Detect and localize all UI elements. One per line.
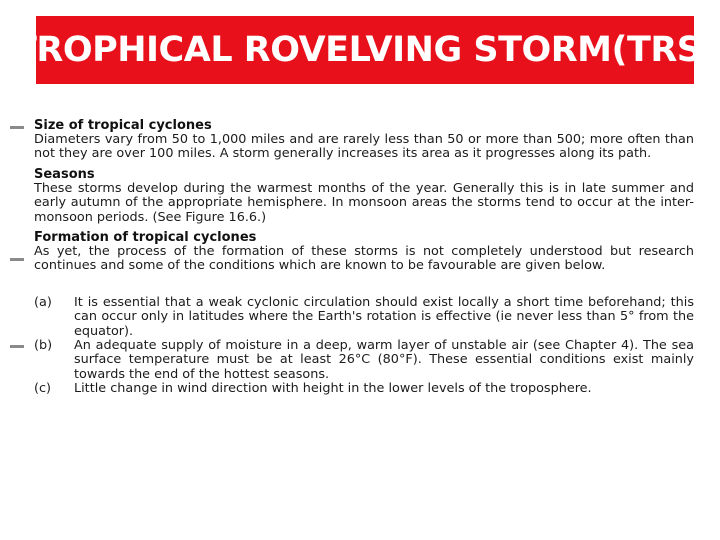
seasons-heading: Seasons — [34, 166, 95, 182]
condition-marker: (c) — [34, 381, 52, 397]
scan-margin-mark — [10, 126, 24, 129]
condition-text: It is essential that a weak cyclonic circulation should exist locally a short time beforehand; this can occur only in latitudes where the Earth's rotation is effective (ie never less than 5° from the equator). — [74, 294, 694, 339]
slide-title-banner — [13, 16, 718, 84]
scanned-textbook-page — [34, 118, 694, 397]
scan-margin-mark — [10, 345, 24, 348]
condition-item — [34, 296, 694, 339]
condition-marker: (a) — [34, 294, 52, 310]
condition-item — [34, 382, 694, 396]
condition-text: An adequate supply of moisture in a deep, warm layer of unstable air (see Chapter 4). The sea surface temperature must be at least 26°C (80°F). These essential conditions exist mainly towards the end of the hottest seasons. — [74, 338, 694, 382]
size-paragraph: Diameters vary from 50 to 1,000 miles and are rarely less than 50 or more than 500; more often than not they are over 100 miles. A storm generally increases its area as it progresses along its path. — [34, 132, 694, 162]
condition-item — [34, 339, 694, 382]
size-heading: Size of tropical cyclones — [34, 118, 212, 133]
formation-heading: Formation of tropical cyclones — [34, 230, 257, 246]
scan-margin-mark — [10, 258, 24, 261]
slide-title: TROPHICAL ROVELVING STORM(TRS) — [13, 30, 718, 70]
formation-paragraph: As yet, the process of the formation of these storms is not completely understood but research continues and some of the conditions which are known to be favourable are given below. — [34, 244, 694, 274]
condition-marker: (b) — [34, 338, 53, 354]
condition-text: Little change in wind direction with height in the lower levels of the troposphere. — [74, 381, 592, 397]
seasons-paragraph: These storms develop during the warmest months of the year. Generally this is in late summer and early autumn of the appropriate hemisphere. In monsoon areas the storms tend to occur at the inter-monsoon periods. (See Figure 16.6.) — [34, 180, 694, 225]
